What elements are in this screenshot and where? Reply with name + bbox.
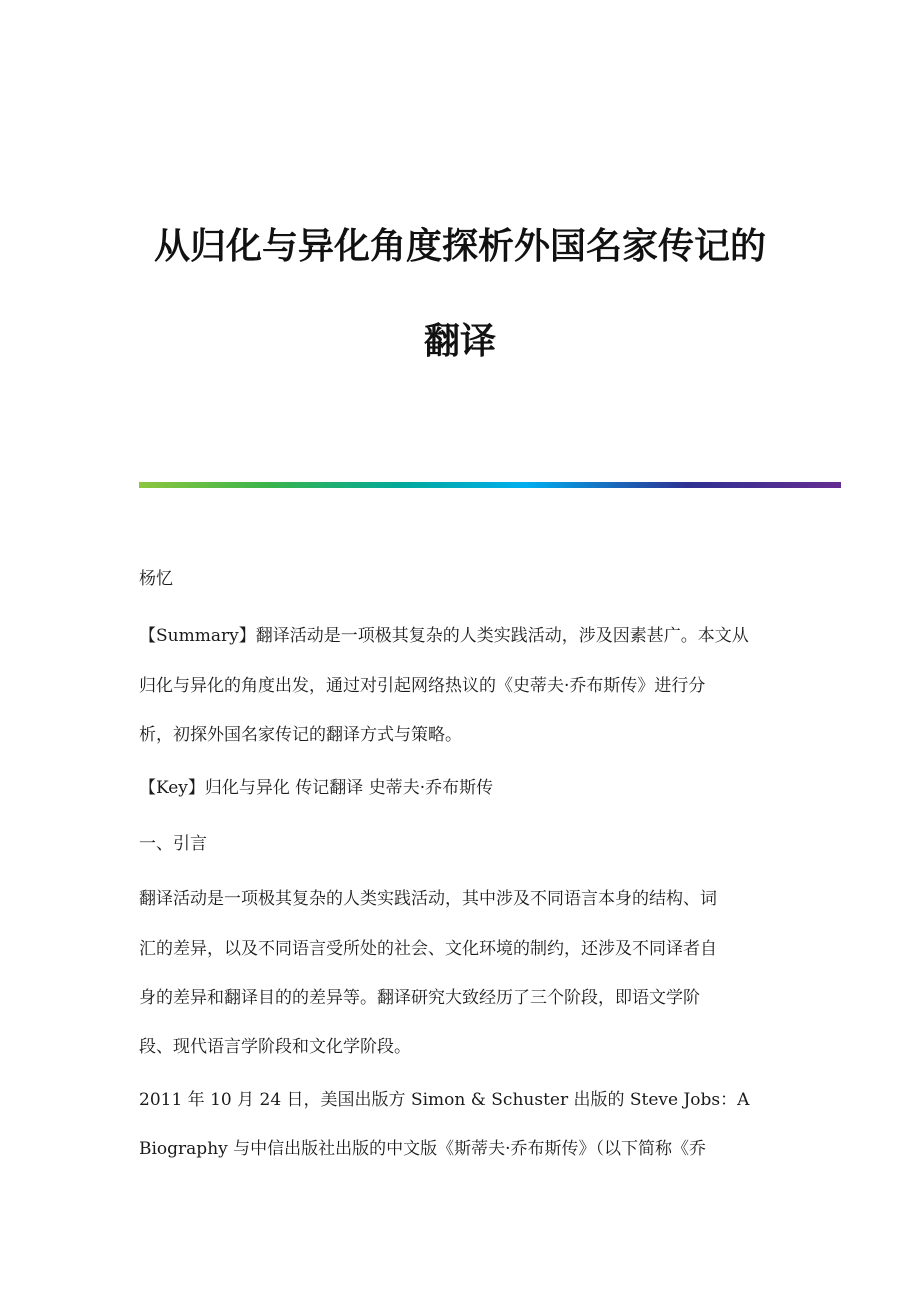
section-heading-intro: 一、引言 (139, 834, 207, 854)
body-paragraph-1-line-3: 身的差异和翻译目的的差异等。翻译研究大致经历了三个阶段，即语文学阶 (139, 988, 700, 1008)
body-paragraph-2-line-1: 2011 年 10 月 24 日，美国出版方 Simon & Schuster 出版的 Steve Jobs：A (139, 1090, 750, 1110)
body-paragraph-1-line-2: 汇的差异，以及不同语言受所处的社会、文化环境的制约，还涉及不同译者自 (139, 939, 717, 959)
summary-line-2: 归化与异化的角度出发，通过对引起网络热议的《史蒂夫·乔布斯传》进行分 (139, 676, 706, 696)
document-title-line-2: 翻译 (423, 320, 496, 362)
keywords-line: 【Key】归化与异化 传记翻译 史蒂夫·乔布斯传 (139, 778, 494, 798)
summary-line-3: 析，初探外国名家传记的翻译方式与策略。 (139, 725, 462, 745)
body-paragraph-1-line-1: 翻译活动是一项极其复杂的人类实践活动，其中涉及不同语言本身的结构、词 (139, 889, 717, 909)
summary-line-1: 【Summary】翻译活动是一项极其复杂的人类实践活动，涉及因素甚广。本文从 (139, 626, 749, 646)
body-paragraph-2-line-2: Biography 与中信出版社出版的中文版《斯蒂夫·乔布斯传》（以下简称《乔 (139, 1139, 707, 1159)
document-title-line-1: 从归化与异化角度探析外国名家传记的 (153, 225, 766, 267)
gradient-divider (139, 482, 841, 488)
author-name: 杨忆 (139, 569, 173, 589)
body-paragraph-1-line-4: 段、现代语言学阶段和文化学阶段。 (139, 1037, 411, 1057)
